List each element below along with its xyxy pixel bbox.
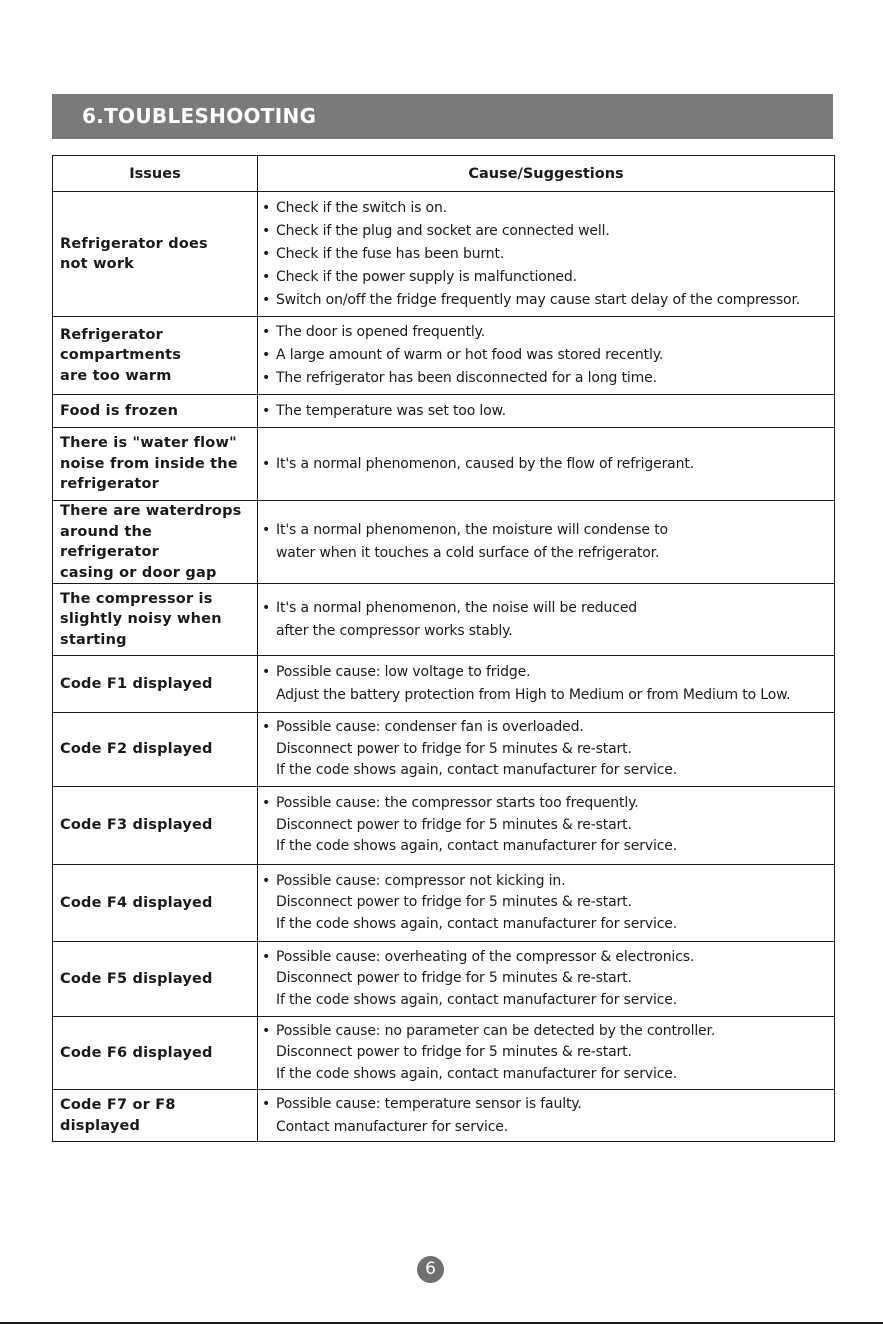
cause-text: Possible cause: compressor not kicking in. [276,872,566,889]
bullet-marker: • [262,719,271,736]
table-row [53,942,835,1017]
cause-text: Possible cause: no parameter can be detected by the controller. [276,1022,716,1039]
page-number: 6 [417,1256,444,1283]
bullet-marker: • [262,664,271,680]
cause-continuation-line [262,760,834,782]
cause-cell [258,1090,835,1142]
cause-text: Disconnect power to fridge for 5 minutes & re-start. [276,740,632,757]
cause-text: If the code shows again, contact manufacturer for service. [276,762,678,779]
section-title: 6.TOUBLESHOOTING [52,94,833,139]
cause-continuation-line [262,914,834,936]
cause-text: The refrigerator has been disconnected for a long time. [276,370,657,386]
cause-cell [258,395,835,428]
table-row [53,395,835,428]
cause-text: Switch on/off the fridge frequently may cause start delay of the compressor. [276,291,801,308]
bullet-marker: • [262,291,271,308]
cause-text: The temperature was set too low. [276,402,506,419]
cause-cell [258,317,835,395]
bullet-marker: • [262,324,271,340]
cause-text: If the code shows again, contact manufacturer for service. [276,991,678,1008]
table-row [53,713,835,787]
table-row [53,584,835,656]
cause-text: A large amount of warm or hot food was stored recently. [276,347,664,363]
cause-bullet-item [262,289,834,312]
issue-cell: Code F5 displayed [53,942,258,1017]
cause-text: Disconnect power to fridge for 5 minutes & re-start. [276,894,632,911]
cause-bullet-item [262,1021,834,1043]
cause-continuation-line [262,684,834,707]
issue-cell: There are waterdrops around the refrigerator casing or door gap [53,501,258,584]
cause-continuation-line [262,968,834,990]
table-row [53,317,835,395]
table-row [53,1017,835,1090]
cause-text: If the code shows again, contact manufacturer for service. [276,1065,678,1082]
bullet-marker: • [262,222,271,239]
cause-continuation-line [262,1116,834,1139]
cause-text: Possible cause: temperature sensor is faulty. [276,1095,582,1112]
issue-cell: Food is frozen [53,395,258,428]
cause-continuation-line [262,1064,834,1086]
cause-text: Possible cause: condenser fan is overloaded. [276,719,584,736]
cause-bullet-item [262,947,834,969]
cause-bullet-item [262,266,834,289]
cause-continuation-line [262,990,834,1012]
table-row [53,192,835,317]
cause-text: If the code shows again, contact manufacturer for service. [276,915,678,932]
cause-bullet-item [262,519,834,542]
bullet-marker: • [262,347,271,363]
issue-cell: Refrigerator compartments are too warm [53,317,258,395]
issue-cell: Code F6 displayed [53,1017,258,1090]
cause-text: Check if the fuse has been burnt. [276,245,505,262]
cause-cell [258,656,835,713]
cause-text: It's a normal phenomenon, the noise will be reduced [276,599,638,616]
bullet-marker: • [262,599,271,616]
bullet-marker: • [262,199,271,216]
cause-cell [258,192,835,317]
bullet-marker: • [262,872,271,889]
column-header-issues: Issues [53,156,258,192]
bullet-marker: • [262,245,271,262]
table-row [53,656,835,713]
issue-cell: Code F3 displayed [53,787,258,865]
table-row [53,501,835,584]
cause-continuation-line [262,542,834,565]
issue-cell: Code F1 displayed [53,656,258,713]
troubleshooting-table [52,155,835,1142]
issue-cell: There is "water flow" noise from inside the refrigerator [53,428,258,501]
table-row [53,787,835,865]
bullet-marker: • [262,370,271,386]
cause-text: Possible cause: low voltage to fridge. [276,664,531,680]
cause-bullet-item [262,220,834,243]
cause-cell [258,713,835,787]
cause-text: If the code shows again, contact manufacturer for service. [276,838,678,855]
issue-cell: Code F4 displayed [53,865,258,942]
cause-continuation-line [262,892,834,914]
issue-cell: Refrigerator does not work [53,192,258,317]
cause-text: It's a normal phenomenon, the moisture will condense to [276,522,668,538]
cause-bullet-item [262,344,834,367]
bullet-marker: • [262,268,271,285]
cause-text: Contact manufacturer for service. [276,1118,509,1135]
cause-continuation-line [262,620,834,643]
cause-continuation-line [262,739,834,761]
cause-bullet-item [262,597,834,620]
cause-cell [258,1017,835,1090]
cause-bullet-item [262,793,834,815]
cause-text: Check if the switch is on. [276,199,447,216]
cause-cell [258,942,835,1017]
cause-bullet-item [262,871,834,893]
cause-text: Possible cause: the compressor starts too frequently. [276,795,639,812]
bullet-marker: • [262,948,271,965]
issue-cell: Code F7 or F8 displayed [53,1090,258,1142]
cause-bullet-item [262,400,834,423]
cause-bullet-item [262,453,834,476]
bullet-marker: • [262,1022,271,1039]
cause-bullet-item [262,243,834,266]
table-row [53,428,835,501]
table-row [53,865,835,942]
cause-text: Check if the plug and socket are connected well. [276,222,610,239]
cause-text: Adjust the battery protection from High to Medium or from Medium to Low. [276,687,791,703]
cause-cell [258,501,835,584]
cause-continuation-line [262,815,834,837]
bullet-marker: • [262,522,271,538]
cause-text: Check if the power supply is malfunctioned. [276,268,577,285]
bullet-marker: • [262,795,271,812]
cause-continuation-line [262,1042,834,1064]
cause-bullet-item [262,717,834,739]
cause-text: Disconnect power to fridge for 5 minutes & re-start. [276,970,632,987]
cause-text: The door is opened frequently. [276,324,486,340]
cause-cell [258,428,835,501]
cause-bullet-item [262,1093,834,1116]
cause-text: after the compressor works stably. [276,622,513,639]
cause-text: water when it touches a cold surface of the refrigerator. [276,545,660,561]
table-row [53,1090,835,1142]
cause-cell [258,865,835,942]
cause-text: It's a normal phenomenon, caused by the flow of refrigerant. [276,455,694,472]
table-header-row [53,156,835,192]
bullet-marker: • [262,1095,271,1112]
cause-bullet-item [262,367,834,390]
column-header-cause: Cause/Suggestions [258,156,835,192]
issue-cell: The compressor is slightly noisy when starting [53,584,258,656]
cause-continuation-line [262,836,834,858]
cause-cell [258,584,835,656]
bullet-marker: • [262,402,271,419]
cause-text: Disconnect power to fridge for 5 minutes & re-start. [276,1044,632,1061]
issue-cell: Code F2 displayed [53,713,258,787]
cause-text: Disconnect power to fridge for 5 minutes & re-start. [276,816,632,833]
cause-bullet-item [262,321,834,344]
bullet-marker: • [262,455,271,472]
cause-bullet-item [262,661,834,684]
cause-bullet-item [262,197,834,220]
cause-cell [258,787,835,865]
cause-text: Possible cause: overheating of the compressor & electronics. [276,948,695,965]
